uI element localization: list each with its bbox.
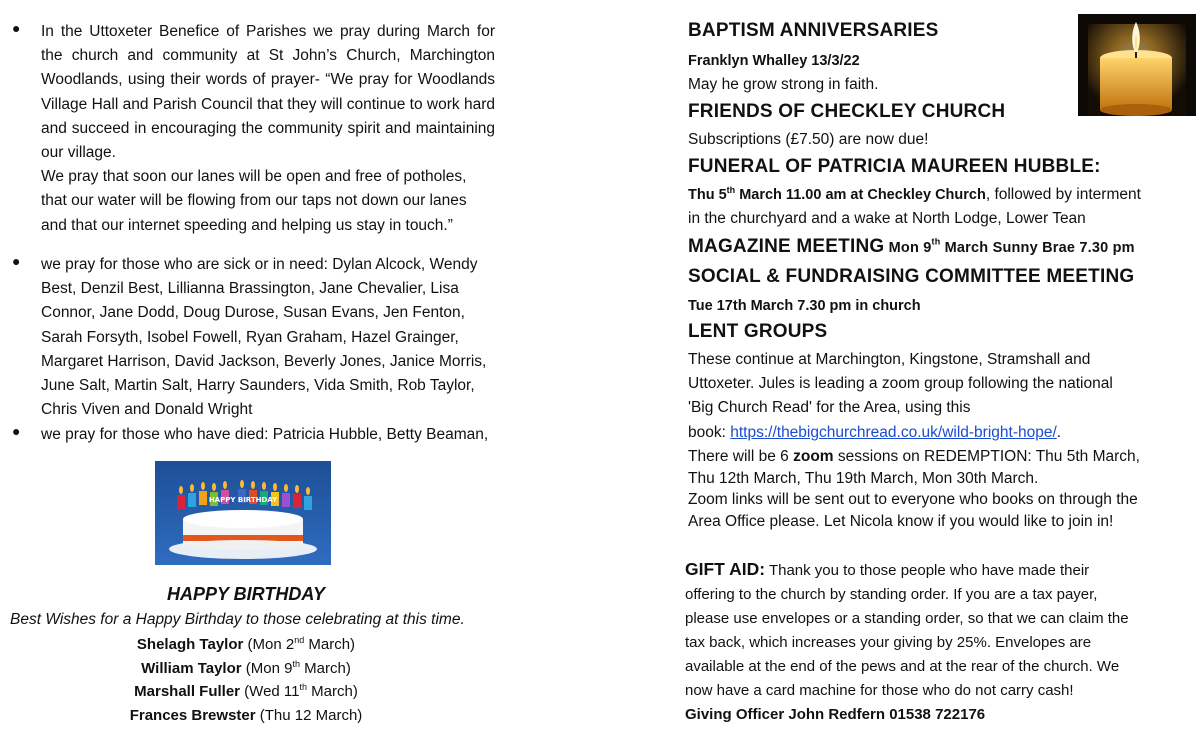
magazine-meeting	[688, 236, 1135, 258]
lent-line8: Area Office please. Let Nicola know if you would like to join in!	[688, 513, 1114, 530]
magazine-detail-pre: Mon 9	[884, 240, 932, 256]
magazine-detail-sup: th	[931, 236, 941, 247]
lent-line4-pre: book:	[688, 424, 731, 441]
lent-line5-post: sessions on REDEMPTION: Thu 5th March,	[833, 448, 1140, 465]
cake-letters: HAPPY BIRTHDAY	[208, 496, 278, 504]
birthday-date-sup: th	[292, 658, 300, 669]
birthday-date-sup: nd	[294, 635, 305, 645]
baptism-name: Franklyn Whalley 13/3/22	[688, 53, 860, 69]
funeral-line1	[688, 183, 1188, 207]
prayer-died-text: we pray for those who have died: Patricia Hubble, Betty Beaman,	[41, 426, 489, 443]
baptism-text: May he grow strong in faith.	[688, 76, 879, 93]
birthday-person-name: Shelagh Taylor	[136, 636, 244, 653]
prayer-community-text	[41, 20, 495, 238]
gift-line4: tax back, which increases your giving by 25%. Envelopes are	[685, 634, 1092, 651]
gift-line1	[685, 557, 1165, 583]
birthday-date-month: March)	[304, 636, 356, 653]
funeral-date: Thu 5	[688, 187, 727, 203]
prayer-community-para2: We pray that soon our lanes will be open and free of potholes, that our water will be flowing from our taps not down our lanes and that our internet speeding and helping us stay in touch.”	[41, 168, 467, 234]
bullet-icon: ●	[12, 20, 21, 36]
birthday-date-month: March)	[299, 659, 351, 677]
gift-line6: now have a card machine for those who do not carry cash!	[685, 682, 1074, 699]
lent-line6: Thu 12th March, Thu 19th March, Mon 30th March.	[688, 470, 1039, 487]
birthday-person	[0, 680, 492, 704]
lent-line4	[688, 421, 1188, 445]
birthday-person	[0, 704, 492, 728]
lent-line2: Uttoxeter. Jules is leading a zoom group following the national	[688, 375, 1113, 392]
birthday-person	[0, 657, 492, 681]
lent-heading: LENT GROUPS	[688, 321, 828, 342]
baptism-heading: BAPTISM ANNIVERSARIES	[688, 20, 939, 41]
giving-officer: Giving Officer John Redfern 01538 722176	[685, 706, 986, 723]
funeral-text1: , followed by interment	[985, 186, 1141, 203]
funeral-heading: FUNERAL OF PATRICIA MAUREEN HUBBLE:	[688, 156, 1101, 177]
magazine-heading: MAGAZINE MEETING	[688, 236, 885, 257]
birthday-person	[0, 633, 492, 657]
bullet-icon: ●	[12, 253, 21, 269]
funeral-time-place: March 11.00 am at Checkley Church	[735, 187, 986, 203]
lent-line3: 'Big Church Read' for the Area, using this	[688, 399, 971, 416]
prayer-community-para1: In the Uttoxeter Benefice of Parishes we pray during March for the church and community at St John’s Church, Marchington Woodlands, using their words of prayer- “We pray for Woodlands Village Hall and Parish Council that they will continue to work hard and succeed in encouraging the community spirit and maintaining our village.	[41, 23, 495, 162]
gift-line3: please use envelopes or a standing order, so that we can claim the	[685, 610, 1129, 627]
gift-line5: available at the end of the pews and at the rear of the church. We	[685, 658, 1120, 675]
birthday-title: HAPPY BIRTHDAY	[166, 584, 326, 604]
birthday-date: (Mon 9	[241, 659, 293, 677]
candle-image	[1078, 14, 1196, 116]
birthday-date-month: March)	[307, 683, 358, 700]
friends-text: Subscriptions (£7.50) are now due!	[688, 131, 929, 148]
lent-line1: These continue at Marchington, Kingstone, Stramshall and	[688, 351, 1091, 368]
funeral-date-sup: th	[726, 185, 736, 196]
lent-line5-bold: zoom	[793, 448, 834, 465]
birthday-person-name: Frances Brewster	[129, 706, 256, 724]
birthday-cake-image	[155, 461, 331, 565]
lent-line5	[688, 445, 1188, 469]
friends-heading: FRIENDS OF CHECKLEY CHURCH	[688, 101, 1006, 122]
gift-aid-section	[685, 557, 1165, 727]
social-heading: SOCIAL & FUNDRAISING COMMITTEE MEETING	[688, 266, 1135, 287]
lent-line4-post: .	[1056, 424, 1062, 441]
birthday-list	[0, 633, 492, 727]
magazine-detail-post: March Sunny Brae 7.30 pm	[940, 240, 1135, 256]
lent-line5-pre: There will be 6	[688, 448, 794, 465]
social-detail: Tue 17th March 7.30 pm in church	[688, 298, 921, 314]
birthday-date: (Mon 2	[243, 636, 295, 653]
bullet-icon: ●	[12, 423, 21, 439]
birthday-wishes: Best Wishes for a Happy Birthday to those celebrating at this time.	[10, 611, 465, 628]
gift-line1-text: Thank you to those people who have made their	[765, 562, 1090, 579]
gift-heading: GIFT AID:	[685, 559, 766, 579]
big-church-read-link[interactable]: https://thebigchurchread.co.uk/wild-bright-hope/	[730, 424, 1057, 441]
gift-line2: offering to the church by standing order. If you are a tax payer,	[685, 586, 1098, 603]
birthday-person-name: William Taylor	[141, 659, 242, 677]
prayer-sick-text: we pray for those who are sick or in need: Dylan Alcock, Wendy Best, Denzil Best, Lillianna Brassington, Jane Chevalier, Lisa Connor, Jane Dodd, Doug Durose, Susan Evans, Jen Fenton, Sarah Forsyth, Isobel Fowell, Ryan Graham, Hazel Grainger, Margaret Harrison, David Jackson, Beverly Jones, Janice Morris, June Salt, Martin Salt, Harry Saunders, Vida Smith, Rob Taylor, Chris Viven and Donald Wright	[41, 256, 487, 419]
birthday-person-name: Marshall Fuller	[134, 683, 241, 700]
birthday-date-sup: th	[299, 682, 308, 692]
funeral-text2: in the churchyard and a wake at North Lodge, Lower Tean	[688, 210, 1086, 227]
birthday-date: (Thu 12 March)	[255, 706, 363, 724]
birthday-date: (Wed 11	[240, 683, 300, 700]
lent-line7: Zoom links will be sent out to everyone who books on through the	[688, 491, 1138, 508]
